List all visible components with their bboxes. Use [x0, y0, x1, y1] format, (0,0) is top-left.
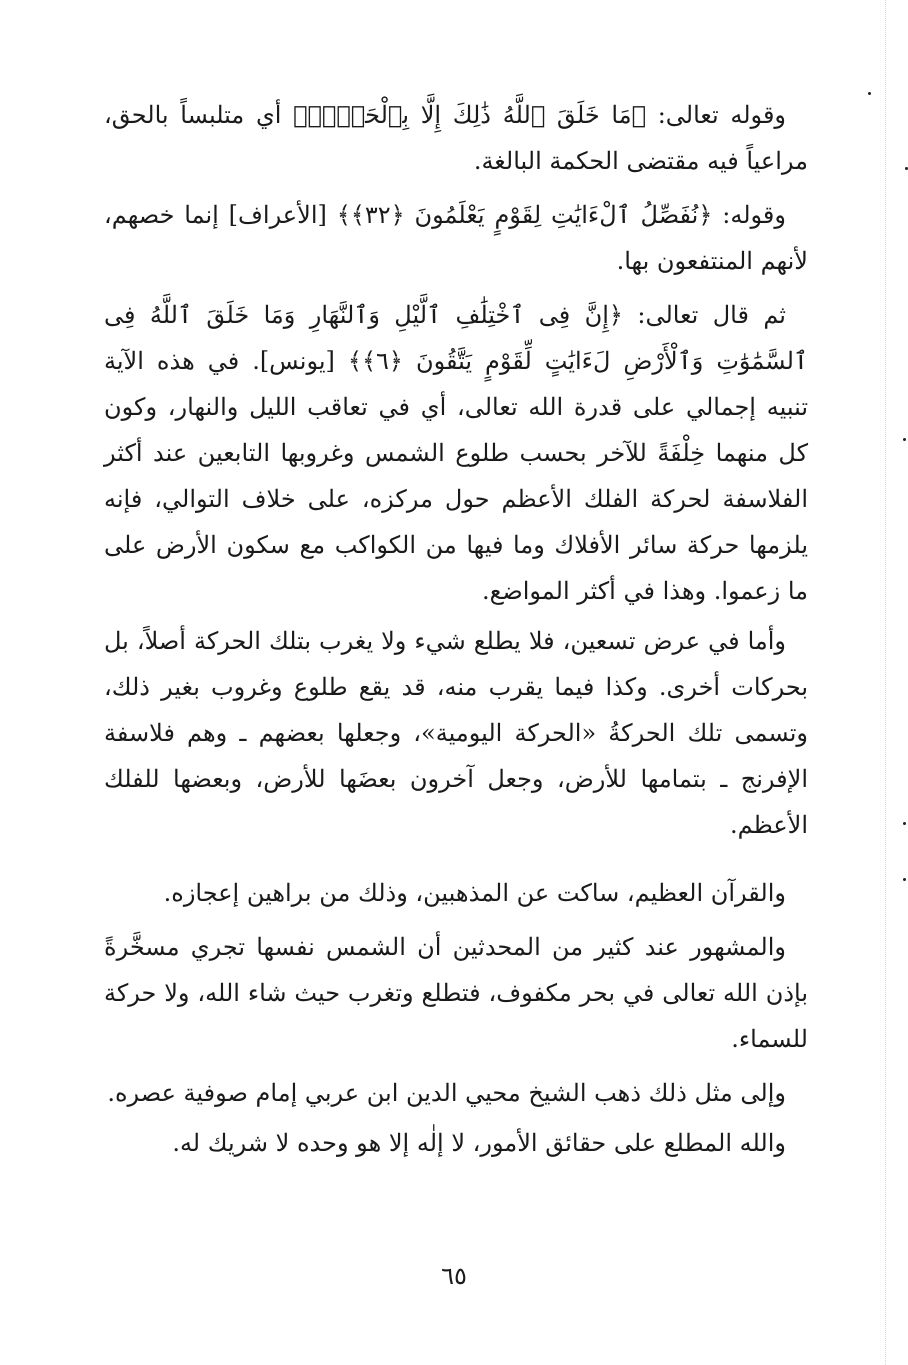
paragraph-8: والله المطلع على حقائق الأمور، لا إلٰه إلا هو وحده لا شريك له.	[172, 1129, 786, 1157]
paragraph-6: والمشهور عند كثير من المحدثين أن الشمس نفسها تجري مسخَّرةً بإذن الله تعالى في بحر مكفوف، فتطلع وتغرب حيث شاء الله، ولا حركة للسماء.	[104, 933, 808, 1053]
paragraph-1: وقوله تعالى: ﴿مَا خَلَقَ ٱللَّهُ ذَٰلِكَ إِلَّا بِٱلْحَقِّۚ﴾ أي متلبساً بالحق، مراعياً فيه مقتضى الحكمة البالغة.	[104, 101, 808, 175]
page-body-text	[104, 92, 808, 1174]
paragraph-4: وأما في عرض تسعين، فلا يطلع شيء ولا يغرب بتلك الحركة أصلاً، بل بحركات أخرى. وكذا فيما يقرب منه، قد يقع طلوع وغروب بغير ذلك، وتسمى تلك الحركةُ «الحركة اليومية»، وجعلها بعضهم ـ وهم فلاسفة الإفرنج ـ بتمامها للأرض، وجعل آخرون بعضَها للأرض، وبعضها للفلك الأعظم.	[104, 627, 808, 839]
page-number: ٦٥	[441, 1262, 467, 1290]
scan-speck	[903, 878, 906, 881]
paragraph-7: وإلى مثل ذلك ذهب الشيخ محيي الدين ابن عربي إمام صوفية عصره.	[107, 1079, 786, 1107]
paragraph-2: وقوله: ﴿نُفَصِّلُ ٱلْءَايَٰتِ لِقَوْمٍ يَعْلَمُونَ ﴿٣٢﴾﴾ [الأعراف] إنما خصهم، لأنهم المنتفعون بها.	[104, 201, 808, 275]
scan-speck	[868, 92, 871, 95]
scan-speck	[903, 438, 906, 441]
scan-speck	[903, 822, 906, 825]
paragraph-3: ثم قال تعالى: ﴿إِنَّ فِى ٱخْتِلَٰفِ ٱلَّيْلِ وَٱلنَّهَارِ وَمَا خَلَقَ ٱللَّهُ فِى ٱلسَّمَٰوَٰتِ وَٱلْأَرْضِ لَءَايَٰتٍ لِّقَوْمٍ يَتَّقُونَ ﴿٦﴾﴾ [يونس]. في هذه الآية تنبيه إجمالي على قدرة الله تعالى، أي في تعاقب الليل والنهار، وكون كل منهما خِلْفَةً للآخر بحسب طلوع الشمس وغروبها التابعين عند أكثر الفلاسفة لحركة الفلك الأعظم حول مركزه، على خلاف التوالي، فإنه يلزمها حركة سائر الأفلاك وما فيها من الكواكب مع سكون الأرض على ما زعموا. وهذا في أكثر المواضع.	[104, 301, 808, 605]
paragraph-5: والقرآن العظيم، ساكت عن المذهبين، وذلك من براهين إعجازه.	[163, 879, 786, 907]
page-edge-line	[885, 0, 886, 1365]
